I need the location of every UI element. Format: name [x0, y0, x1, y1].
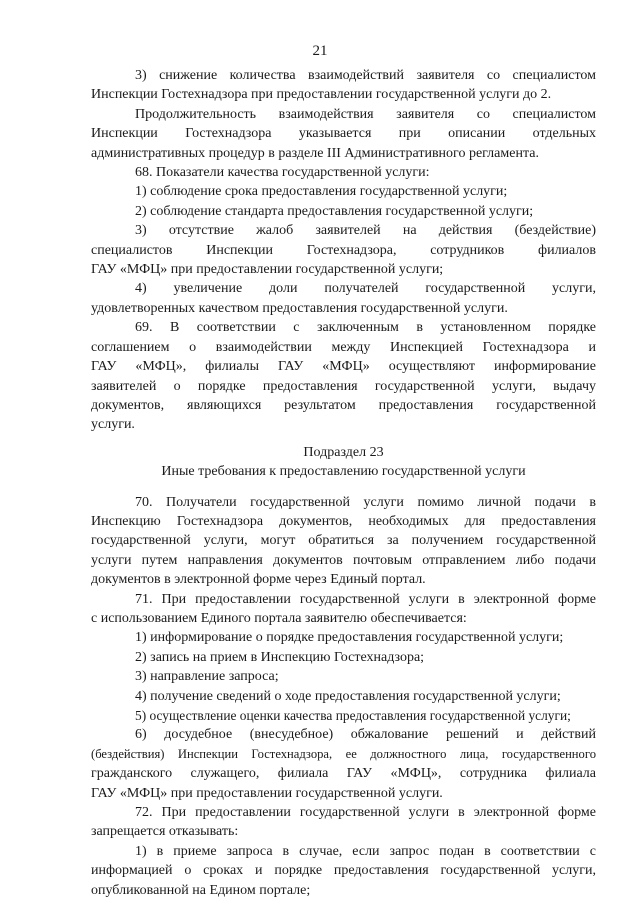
- text-line: ГАУ «МФЦ», филиалы ГАУ «МФЦ» осуществляют информирование: [91, 359, 596, 375]
- text-line: Продолжительность взаимодействия заявителя со специалистом: [135, 106, 596, 122]
- text-line: 1) в приеме запроса в случае, если запрос подан в соответствии с: [135, 843, 596, 859]
- subsection-number: Подраздел 23: [303, 444, 384, 460]
- text-line: (бездействия) Инспекции Гостехнадзора, ее должностного лица, государственного: [91, 746, 596, 761]
- text-line: 2) запись на прием в Инспекцию Гостехнадзора;: [135, 649, 425, 665]
- text-line: Инспекции Гостехнадзора при предоставлении государственной услуги до 2.: [91, 87, 552, 103]
- text-line: специалистов Инспекции Гостехнадзора, сотрудников филиалов: [91, 242, 596, 258]
- text-line: 72. При предоставлении государственной услуги в электронной форме: [135, 805, 596, 821]
- text-line: гражданского служащего, филиала ГАУ «МФЦ», сотрудника филиала: [91, 766, 596, 782]
- text-line: ГАУ «МФЦ» при предоставлении государственной услуги.: [91, 785, 443, 801]
- document-body: [91, 66, 596, 900]
- text-line: запрещается отказывать:: [91, 824, 239, 840]
- text-line: Инспекции Гостехнадзора указывается при описании отдельных: [91, 126, 596, 142]
- text-line: ГАУ «МФЦ» при предоставлении государственной услуги;: [91, 262, 444, 278]
- text-line: услуги.: [91, 417, 135, 433]
- text-line: 2) соблюдение стандарта предоставления государственной услуги;: [135, 203, 534, 219]
- text-line: 3) снижение количества взаимодействий заявителя со специалистом: [135, 68, 596, 83]
- text-line: 4) получение сведений о ходе предоставления государственной услуги;: [135, 688, 561, 704]
- text-line: Инспекцию Гостехнадзора документов, необходимых для предоставления: [91, 513, 596, 529]
- text-line: соглашением о взаимодействии между Инспекцией Гостехнадзора и: [91, 339, 596, 355]
- text-line: 4) увеличение доли получателей государственной услуги,: [135, 281, 596, 297]
- text-line: документов в электронной форме через Единый портал.: [91, 572, 426, 588]
- text-line: 1) соблюдение срока предоставления государственной услуги;: [135, 184, 508, 200]
- text-line: удовлетворенных качеством предоставления государственной услуги.: [91, 300, 508, 316]
- page-number: 21: [312, 43, 328, 59]
- text-line: с использованием Единого портала заявителю обеспечивается:: [91, 610, 467, 626]
- text-line: 3) отсутствие жалоб заявителей на действия (бездействие): [135, 223, 596, 239]
- text-line: опубликованной на Едином портале;: [91, 882, 311, 898]
- text-line: документов, являющихся результатом предоставления государственной: [91, 397, 596, 413]
- text-line: 3) направление запроса;: [135, 669, 279, 685]
- text-line: информацией о сроках и порядке предоставления государственной услуги,: [91, 863, 596, 879]
- text-line: 1) информирование о порядке предоставления государственной услуги;: [135, 630, 564, 646]
- text-line: 70. Получатели государственной услуги помимо личной подачи в: [135, 494, 596, 510]
- text-line: государственной услуги, могут обратиться за получением государственной: [91, 533, 596, 549]
- text-line: 6) досудебное (внесудебное) обжалование решений и действий: [135, 727, 596, 743]
- text-line: 68. Показатели качества государственной услуги:: [135, 165, 430, 181]
- text-line: административных процедур в разделе III Административного регламента.: [91, 145, 539, 161]
- text-line: 69. В соответствии с заключенным в установленном порядке: [135, 320, 596, 336]
- text-line: 71. При предоставлении государственной услуги в электронной форме: [135, 591, 596, 607]
- text-line: заявителей о порядке предоставления государственной услуги, выдачу: [91, 378, 596, 394]
- text-line: услуги путем направления документов почтовым отправлением либо подачи: [91, 552, 596, 568]
- subsection-title: Иные требования к предоставлению государственной услуги: [161, 464, 526, 480]
- text-line: 5) осуществление оценки качества предоставления государственной услуги;: [135, 708, 571, 723]
